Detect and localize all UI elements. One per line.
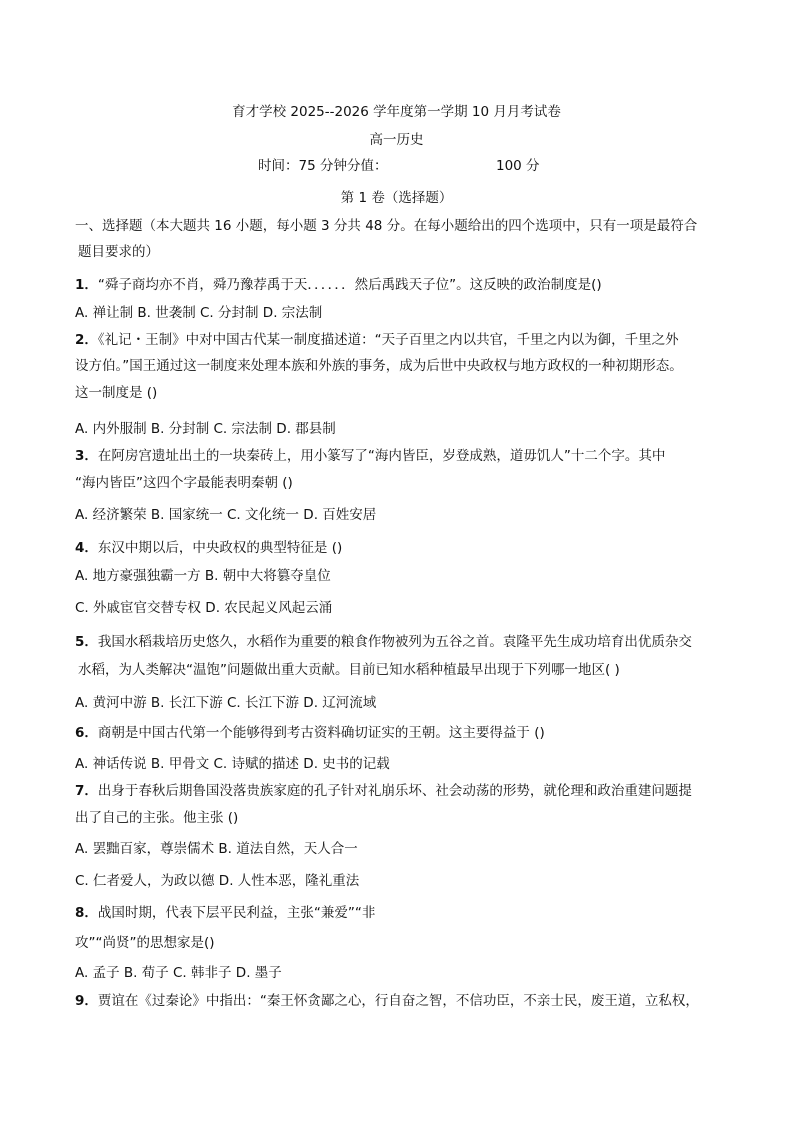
question-number: 4． — [75, 540, 98, 556]
question-number: 5． — [75, 634, 98, 650]
question-7 — [75, 782, 692, 800]
question-8-options: A. 孟子 B. 荀子 C. 韩非子 D. 墨子 — [75, 965, 282, 981]
question-9 — [75, 992, 699, 1010]
question-4-options: C. 外戚宦官交替专权 D. 农民起义风起云涌 — [75, 600, 333, 616]
question-number: 6． — [75, 725, 98, 741]
exam-title: 育才学校 2025--2026 学年度第一学期 10 月月考试卷 — [232, 104, 561, 120]
question-2-options: A. 内外服制 B. 分封制 C. 宗法制 D. 郡县制 — [75, 421, 336, 437]
question-5-options: A. 黄河中游 B. 长江下游 C. 长江下游 D. 辽河流域 — [75, 695, 377, 711]
question-text: 《礼记・王制》中对中国古代某一制度描述道：“天子百里之内以共官，千里之内以为御，千里之外 — [97, 332, 679, 348]
question-4 — [75, 539, 342, 557]
time-label: 时间：75 分钟分值： — [258, 158, 388, 174]
question-text: 这一制度是 () — [75, 385, 158, 401]
question-text: 东汉中期以后，中央政权的典型特征是 () — [97, 540, 343, 556]
question-7-options: C. 仁者爱人，为政以德 D. 人性本恶，隆礼重法 — [75, 873, 360, 889]
question-text: 出了自己的主张。他主张 () — [75, 810, 239, 826]
question-number: 9． — [75, 993, 98, 1009]
question-text: 我国水稻栽培历史悠久，水稻作为重要的粮食作物被列为五谷之首。袁隆平先生成功培育出优质杂交 — [97, 634, 692, 650]
question-number: 3． — [75, 448, 98, 464]
question-7-options: A. 罢黜百家，尊崇儒术 B. 道法自然，天人合一 — [75, 841, 358, 857]
question-text: 商朝是中国古代第一个能够得到考古资料确切证实的王朝。这主要得益于 () — [97, 725, 545, 741]
question-6-options: A. 神话传说 B. 甲骨文 C. 诗赋的描述 D. 史书的记载 — [75, 756, 390, 772]
question-text: 战国时期，代表下层平民利益，主张“兼爱”“非 — [97, 905, 376, 921]
question-8 — [75, 904, 375, 922]
score-value: 100 分 — [496, 158, 540, 174]
question-number: 7． — [75, 783, 98, 799]
question-text: 攻”“尚贤”的思想家是() — [75, 935, 215, 951]
question-number: 1． — [75, 277, 98, 293]
question-number: 8． — [75, 905, 98, 921]
section-title: 第 1 卷（选择题） — [340, 190, 453, 206]
instruction-line: 题目要求的） — [78, 244, 159, 260]
question-text: 出身于春秋后期鲁国没落贵族家庭的孔子针对礼崩乐坏、社会动荡的形势，就伦理和政治重建问题提 — [97, 783, 692, 799]
question-number: 2． — [75, 332, 98, 348]
question-text: 贾谊在《过秦论》中指出：“秦王怀贪鄙之心，行自奋之智，不信功臣，不亲士民，废王道，立私权， — [97, 993, 699, 1009]
question-4-options: A. 地方豪强独霸一方 B. 朝中大将篡夺皇位 — [75, 568, 331, 584]
question-text: 在阿房宫遗址出土的一块秦砖上，用小篆写了“海内皆臣，岁登成熟，道毋饥人”十二个字。其中 — [97, 448, 666, 464]
question-1 — [75, 276, 602, 294]
question-5 — [75, 633, 692, 651]
question-6 — [75, 724, 545, 742]
question-text: 设方伯。”国王通过这一制度来处理本族和外族的事务，成为后世中央政权与地方政权的一种初期形态。 — [75, 358, 683, 374]
question-3 — [75, 447, 665, 465]
question-text: 水稻，为人类解决“温饱”问题做出重大贡献。目前已知水稻种植最早出现于下列哪一地区( ) — [78, 662, 620, 678]
subject-title: 高一历史 — [369, 132, 424, 148]
question-3-options: A. 经济繁荣 B. 国家统一 C. 文化统一 D. 百姓安居 — [75, 507, 377, 523]
question-text: “海内皆臣”这四个字最能表明秦朝 () — [75, 475, 293, 491]
question-1-options: A. 禅让制 B. 世袭制 C. 分封制 D. 宗法制 — [75, 305, 323, 321]
question-text: “舜子商均亦不肖，舜乃豫荐禹于天．．．．．．然后禹践天子位”。这反映的政治制度是() — [97, 277, 602, 293]
question-2 — [75, 331, 679, 349]
instruction-line: 一、选择题（本大题共 16 小题，每小题 3 分共 48 分。在每小题给出的四个选项中，只有一项是最符合 — [75, 218, 698, 234]
